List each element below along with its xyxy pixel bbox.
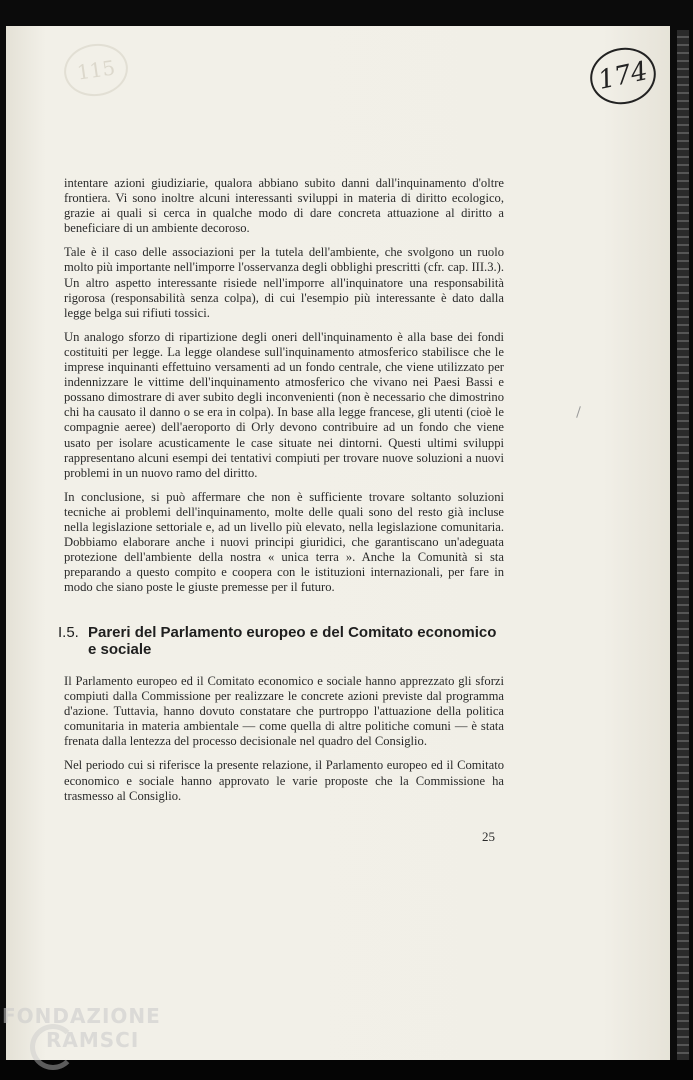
paragraph: Nel periodo cui si riferisce la presente relazione, il Parlamento europeo ed il Comitato economico e sociale hanno approvato le varie proposte che la Commissione ha trasmesso al Consiglio.	[64, 758, 504, 803]
archive-watermark	[2, 1004, 161, 1052]
watermark-g-logo-icon	[30, 1024, 76, 1070]
watermark-line1: FONDAZIONE	[2, 1004, 161, 1028]
paragraph: In conclusione, si può affermare che non è sufficiente trovare soltanto soluzioni tecniche ai problemi dell'inquinamento, molte delle quali sono del resto già incluse nella legislazione settoriale e, ad un livello più elevato, nella legislazione comunitaria. Dobbiamo elaborare anche i nuovi principi giuridici, che garantiscano un'adeguata protezione dell'ambiente della nostra « unica terra ». Anche la Comunità si sta preparando a questo compito e coopera con le istituzioni internazionali, per fare in modo che siano poste le giuste premesse per il futuro.	[64, 489, 504, 595]
scan-bottom-edge	[0, 1060, 693, 1080]
paragraph: intentare azioni giudiziarie, qualora abbiano subito danni dall'inquinamento d'oltre frontiera. Vi sono inoltre alcuni interessanti sviluppi in materia di diritto ecologico, grazie ai quali si cerca in qualche modo di dare concreta attuazione al diritto a beneficiare di un ambiente decoroso.	[64, 176, 504, 236]
paragraph: Tale è il caso delle associazioni per la tutela dell'ambiente, che svolgono un ruolo molto più importante nell'imporre l'osservanza degli obblighi prescritti (cfr. cap. III.3.). Un altro aspetto interessante risiede nell'imporre all'inquinatore una responsabilità rigorosa (responsabilità senza colpa), di cui l'esempio più interessante è dato dalla legge belga sui rifiuti tossici.	[64, 245, 504, 320]
section-heading	[58, 624, 508, 658]
body-text-top	[64, 176, 504, 604]
faded-stamp: 115	[61, 40, 132, 100]
binder-edge	[677, 30, 689, 1070]
body-text-bottom	[64, 674, 504, 813]
watermark-line2: RAMSCI	[46, 1028, 140, 1052]
paragraph: Il Parlamento europeo ed il Comitato economico e sociale hanno apprezzato gli sforzi compiuti dalla Commissione per realizzare le concrete azioni previste dal programma d'azione. Tuttavia, hanno dovuto constatare che purtroppo l'attuazione della politica comunitaria in materia ambientale — come quella di altre politiche comuni — è stata frenata dalla lentezza del processo decisionale nel quadro del Consiglio.	[64, 674, 504, 749]
page-number: 25	[482, 829, 495, 844]
paragraph: Un analogo sforzo di ripartizione degli oneri dell'inquinamento è alla base dei fondi costituiti per legge. La legge olandese sull'inquinamento atmosferico stabilisce che le imprese inquinanti effettuino versamenti ad un fondo centrale, che viene utilizzato per indennizzare le vittime dell'inquinamento atmosferico che vivano nei Paesi Bassi e possano dimostrare di aver subito degli inconvenienti (non è necessario che dimostrino chi ha causato il danno o se era in colpa). In base alla legge francese, gli utenti (cioè le compagnie aeree) dell'aeroporto di Orly devono contribuire ad un fondo che viene usato per isolare acusticamente le case situate nei dintorni. Questi ultimi sviluppi rappresentano alcuni esempi dei tentativi compiuti per trovare nuove soluzioni a nuovi problemi in un nuovo ramo del diritto.	[64, 329, 504, 480]
section-number: I.5.	[58, 624, 79, 641]
handwritten-folio-number: 174	[585, 42, 661, 110]
section-title: Pareri del Parlamento europeo e del Comitato economico e sociale	[88, 624, 497, 658]
